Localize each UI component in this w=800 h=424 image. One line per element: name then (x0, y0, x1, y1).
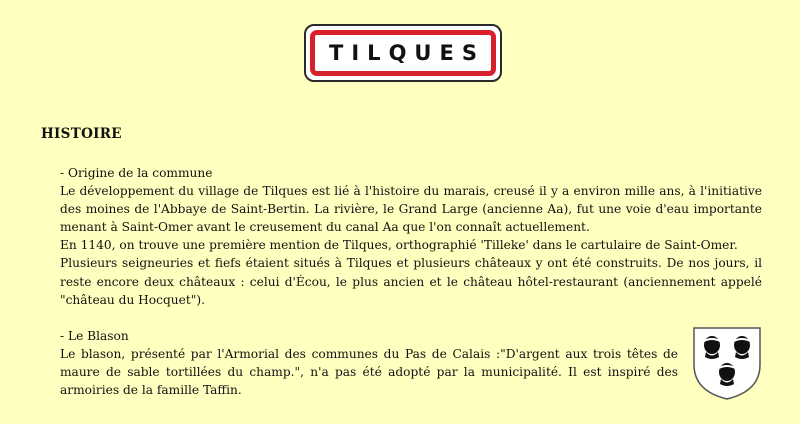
town-sign (304, 24, 502, 82)
spacer (60, 309, 762, 327)
origine-paragraph-3: Plusieurs seigneuries et fiefs étaient situés à Tilques et plusieurs châteaux y ont été construits. De nos jours, il reste encore deux châteaux : celui d'Écou, le plus ancien et le château hôtel-restaurant (anciennement appelé "château du Hocquet"). (60, 256, 762, 307)
origine-paragraph-2: En 1140, on trouve une première mention de Tilques, orthographié 'Tilleke' dans le cartulaire de Saint-Omer. (60, 238, 738, 253)
section-heading: HISTOIRE (41, 126, 122, 142)
blason-heading: - Le Blason (60, 328, 129, 343)
blason-paragraph: Le blason, présenté par l'Armorial des communes du Pas de Calais :"D'argent aux trois têtes de maure de sable tortillées du champ.", n'a pas été adopté par la municipalité. Il est inspiré des armoiries de la famille Taffin. (60, 346, 678, 398)
coat-of-arms-image (688, 325, 766, 401)
town-sign-title: TILQUES (329, 41, 485, 65)
shield-icon (688, 325, 766, 401)
origine-paragraph-1: Le développement du village de Tilques est lié à l'histoire du marais, creusé il y a environ mille ans, à l'initiative des moines de l'Abbaye de Saint-Bertin. La rivière, le Grand Large (ancienne Aa), fut une voie d'eau importante menant à Saint-Omer avant le creusement du canal Aa que l'on connaît actuellement. (60, 184, 762, 235)
history-content (60, 164, 762, 401)
town-sign-border (310, 30, 496, 76)
origine-heading: - Origine de la commune (60, 166, 213, 180)
